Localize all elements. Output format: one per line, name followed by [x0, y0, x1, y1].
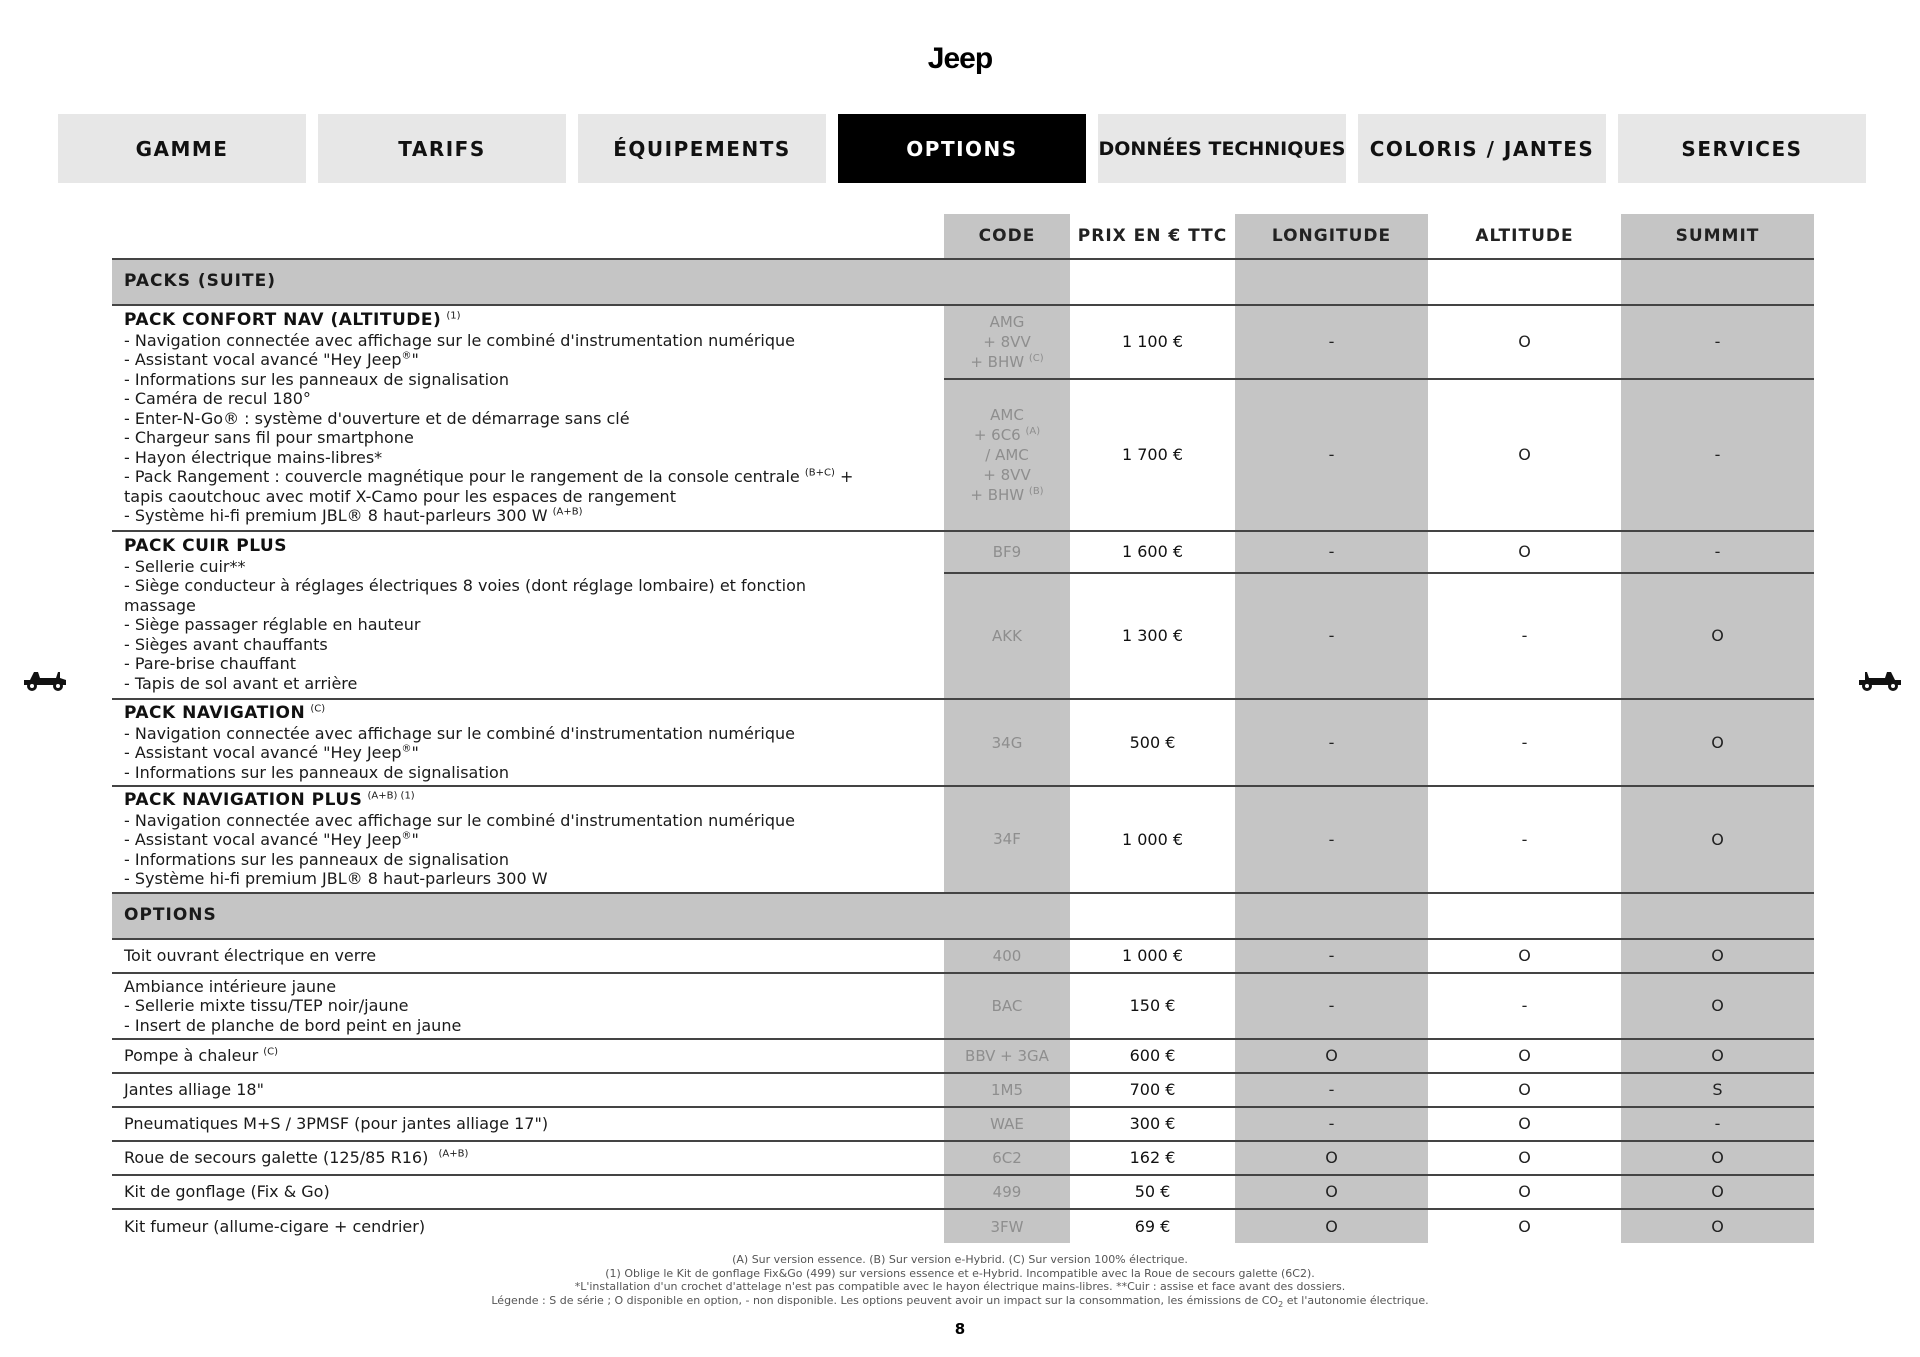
altitude-cell: O — [1428, 939, 1621, 973]
tab-services[interactable]: SERVICES — [1618, 114, 1866, 183]
longitude-cell: - — [1235, 1107, 1428, 1141]
option-label: Pneumatiques M+S / 3PMSF (pour jantes alliage 17") — [112, 1107, 944, 1141]
pack-navigation-plus-description: PACK NAVIGATION PLUS $^{(A+B) (1)}$ - Navigation connectée avec affichage sur le combiné d'instrumentation numérique - Assistant vocal avancé "Hey Jeep®" - Informations sur les panneaux de signalisation - Système hi-fi premium JBL® 8 haut-parleurs 300 W — [112, 786, 944, 893]
option-label: Roue de secours galette (125/85 R16) $^{(A+B)}$ — [112, 1141, 944, 1175]
option-label: Toit ouvrant électrique en verre — [112, 939, 944, 973]
code-cell: 3FW — [944, 1209, 1070, 1243]
code-cell: BBV + 3GA — [944, 1039, 1070, 1073]
header-altitude: ALTITUDE — [1428, 214, 1621, 259]
tab-tarifs[interactable]: TARIFS — [318, 114, 566, 183]
price-cell: 162 € — [1070, 1141, 1235, 1175]
code-cell: WAE — [944, 1107, 1070, 1141]
table-row — [112, 1141, 1814, 1175]
pack-title: PACK CONFORT NAV (ALTITUDE) — [124, 310, 442, 331]
table-row — [112, 973, 1814, 1040]
table-row — [112, 305, 1814, 379]
table-row — [112, 786, 1814, 893]
summit-cell: O — [1621, 1141, 1814, 1175]
price-cell: 1 300 € — [1070, 573, 1235, 699]
table-row — [112, 1107, 1814, 1141]
footnote-line: (A) Sur version essence. (B) Sur version e-Hybrid. (C) Sur version 100% électrique. — [732, 1253, 1188, 1266]
longitude-cell: - — [1235, 1073, 1428, 1107]
longitude-cell: - — [1235, 699, 1428, 786]
price-cell: 150 € — [1070, 973, 1235, 1040]
code-cell: 6C2 — [944, 1141, 1070, 1175]
longitude-cell: - — [1235, 305, 1428, 379]
jeep-logo: Jeep — [927, 42, 993, 75]
table-row — [112, 1073, 1814, 1107]
pack-confort-nav-description: PACK CONFORT NAV (ALTITUDE) $^{(1)}$ - Navigation connectée avec affichage sur le combiné d'instrumentation numérique - Assistant vocal avancé "Hey Jeep®" - Informations sur les panneaux de signalisation - Caméra de recul 180° - Enter-N-Go® : système d'ouverture et de démarrage sans clé - Chargeur sans fil pour smartphone - Hayon électrique mains-libres* - Pack Rangement : couvercle magnétique pour le rangement de la console centrale $^{(B+C)}$ + tapis caoutchouc avec motif X-Camo pour les espaces de rangement - Système hi-fi premium JBL® 8 haut-parleurs 300 W $^{(A+B)}$ — [112, 305, 944, 531]
tab-equipements[interactable]: ÉQUIPEMENTS — [578, 114, 826, 183]
longitude-cell: O — [1235, 1141, 1428, 1175]
footnote-line: (1) Oblige le Kit de gonflage Fix&Go (499) sur versions essence et e-Hybrid. Incompatible avec la Roue de secours galette (6C2). — [605, 1266, 1315, 1280]
longitude-cell: - — [1235, 939, 1428, 973]
pack-title: PACK NAVIGATION — [124, 703, 306, 723]
altitude-cell: - — [1428, 973, 1621, 1040]
price-cell: 300 € — [1070, 1107, 1235, 1141]
altitude-cell: O — [1428, 1141, 1621, 1175]
code-cell: 34F — [944, 786, 1070, 893]
summit-cell: S — [1621, 1073, 1814, 1107]
longitude-cell: O — [1235, 1175, 1428, 1209]
altitude-cell: - — [1428, 786, 1621, 893]
footnote-line: *L'installation d'un crochet d'attelage n'est pas compatible avec le hayon électrique mains-libres. **Cuir : assise et face avant des dossiers. — [574, 1280, 1346, 1293]
header-summit: SUMMIT — [1621, 214, 1814, 259]
price-cell: 50 € — [1070, 1175, 1235, 1209]
altitude-cell: O — [1428, 1073, 1621, 1107]
jeep-vehicle-icon-left — [22, 668, 68, 694]
code-cell: 1M5 — [944, 1073, 1070, 1107]
option-label: Ambiance intérieure jaune - Sellerie mixte tissu/TEP noir/jaune - Insert de planche de bord peint en jaune — [112, 973, 944, 1040]
code-cell: BAC — [944, 973, 1070, 1040]
longitude-cell: O — [1235, 1039, 1428, 1073]
longitude-cell: - — [1235, 379, 1428, 531]
altitude-cell: - — [1428, 699, 1621, 786]
price-cell: 1 000 € — [1070, 939, 1235, 973]
summit-cell: O — [1621, 573, 1814, 699]
page-number: 8 — [954, 1320, 966, 1338]
pack-navigation-description: PACK NAVIGATION $^{(C)}$ - Navigation connectée avec affichage sur le combiné d'instrumentation numérique - Assistant vocal avancé "Hey Jeep®" - Informations sur les panneaux de signalisation — [112, 699, 944, 786]
table-row — [112, 531, 1814, 573]
table-row — [112, 1039, 1814, 1073]
tab-options[interactable]: OPTIONS — [838, 114, 1086, 183]
price-cell: 1 000 € — [1070, 786, 1235, 893]
section-packs-suite: PACKS (SUITE) — [112, 259, 944, 305]
header-code: CODE — [944, 214, 1070, 259]
summit-cell: - — [1621, 305, 1814, 379]
altitude-cell: O — [1428, 531, 1621, 573]
summit-cell: O — [1621, 939, 1814, 973]
altitude-cell: - — [1428, 573, 1621, 699]
code-cell: BF9 — [944, 531, 1070, 573]
option-label: Kit fumeur (allume-cigare + cendrier) — [112, 1209, 944, 1243]
header-prix: PRIX EN € TTC — [1070, 214, 1235, 259]
pack-cuir-plus-description: PACK CUIR PLUS - Sellerie cuir** - Siège conducteur à réglages électriques 8 voies (dont réglage lombaire) et fonction massage - Siège passager réglable en hauteur - Sièges avant chauffants - Pare-brise chauffant - Tapis de sol avant et arrière — [112, 531, 944, 699]
header-longitude: LONGITUDE — [1235, 214, 1428, 259]
price-cell: 600 € — [1070, 1039, 1235, 1073]
nav-tabs — [58, 114, 1866, 183]
footnote-line: Légende : S de série ; O disponible en option, - non disponible. Les options peuvent avoir un impact sur la consommation, les émissions de $CO_2$ et l'autonomie électrique. — [491, 1293, 1429, 1309]
options-table — [112, 214, 1812, 1243]
price-cell: 1 600 € — [1070, 531, 1235, 573]
longitude-cell: - — [1235, 786, 1428, 893]
summit-cell: O — [1621, 1209, 1814, 1243]
jeep-vehicle-icon-right — [1857, 668, 1903, 694]
pack-title: PACK CUIR PLUS — [124, 536, 287, 556]
option-label: Kit de gonflage (Fix & Go) — [112, 1175, 944, 1209]
option-label: Jantes alliage 18" — [112, 1073, 944, 1107]
table-row — [112, 699, 1814, 786]
code-cell: 400 — [944, 939, 1070, 973]
longitude-cell: - — [1235, 531, 1428, 573]
summit-cell: - — [1621, 531, 1814, 573]
table-row — [112, 1209, 1814, 1243]
altitude-cell: O — [1428, 1107, 1621, 1141]
longitude-cell: O — [1235, 1209, 1428, 1243]
altitude-cell: O — [1428, 305, 1621, 379]
section-options: OPTIONS — [112, 893, 944, 939]
price-cell: 700 € — [1070, 1073, 1235, 1107]
option-label: Pompe à chaleur $^{(C)}$ — [112, 1039, 944, 1073]
summit-cell: O — [1621, 973, 1814, 1040]
code-cell: 499 — [944, 1175, 1070, 1209]
price-cell: 500 € — [1070, 699, 1235, 786]
pack-title: PACK NAVIGATION PLUS — [124, 790, 363, 810]
tab-coloris-jantes[interactable]: COLORIS / JANTES — [1358, 114, 1606, 183]
code-cell: AMC + 6C6 $^{(A)}$ / AMC + 8VV + BHW $^{(B)}$ — [944, 379, 1070, 531]
header-blank — [112, 214, 944, 259]
summit-cell: O — [1621, 1039, 1814, 1073]
code-cell: AKK — [944, 573, 1070, 699]
price-cell: 1 700 € — [1070, 379, 1235, 531]
altitude-cell: O — [1428, 1175, 1621, 1209]
summit-cell: O — [1621, 786, 1814, 893]
summit-cell: O — [1621, 1175, 1814, 1209]
altitude-cell: O — [1428, 379, 1621, 531]
price-cell: 1 100 € — [1070, 305, 1235, 379]
summit-cell: - — [1621, 379, 1814, 531]
altitude-cell: O — [1428, 1209, 1621, 1243]
altitude-cell: O — [1428, 1039, 1621, 1073]
code-cell: 34G — [944, 699, 1070, 786]
longitude-cell: - — [1235, 973, 1428, 1040]
summit-cell: - — [1621, 1107, 1814, 1141]
tab-donnees-techniques[interactable]: DONNÉES TECHNIQUES — [1098, 114, 1346, 183]
price-cell: 69 € — [1070, 1209, 1235, 1243]
summit-cell: O — [1621, 699, 1814, 786]
footnotes — [0, 1253, 1920, 1311]
table-row — [112, 1175, 1814, 1209]
code-cell: AMG + 8VV + BHW $^{(C)}$ — [944, 305, 1070, 379]
longitude-cell: - — [1235, 573, 1428, 699]
tab-gamme[interactable]: GAMME — [58, 114, 306, 183]
table-row — [112, 939, 1814, 973]
